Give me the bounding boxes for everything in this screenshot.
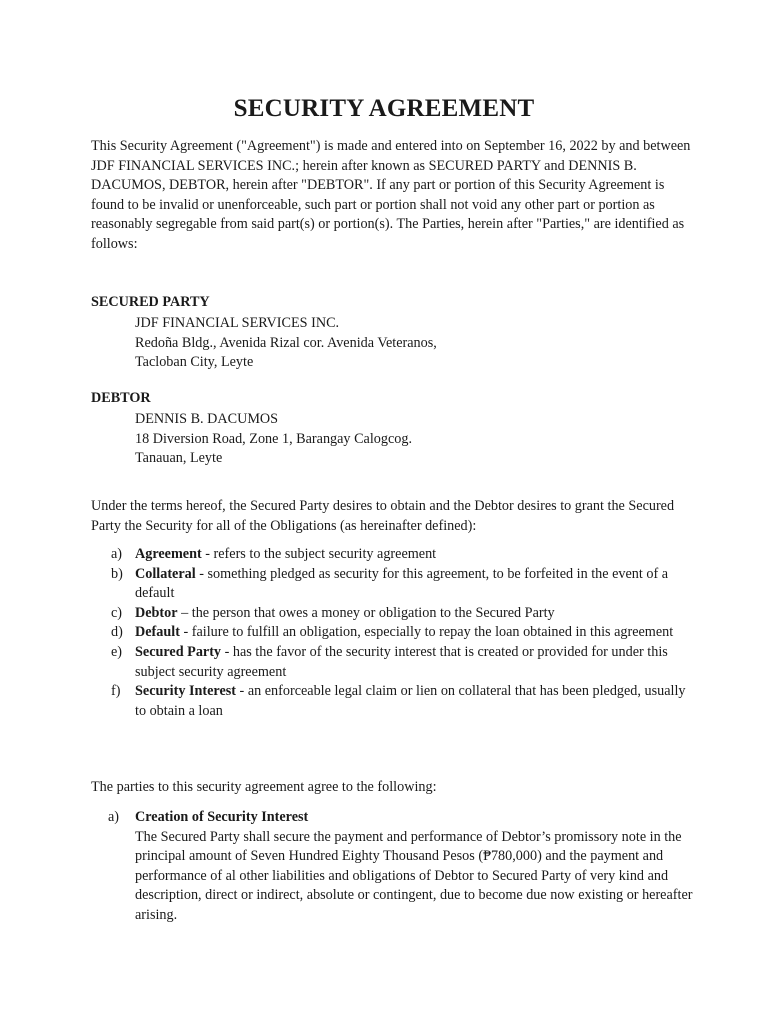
definition-text: [135, 643, 696, 682]
definition-text: [135, 604, 696, 624]
definition-item: [111, 604, 696, 624]
agreement-intro-paragraph: The parties to this security agreement agree to the following:: [91, 779, 437, 795]
definition-term: Debtor: [135, 604, 178, 621]
definition-text: [135, 682, 696, 721]
terms-intro-paragraph: Under the terms hereof, the Secured Party desires to obtain and the Debtor desires to grant the Secured Party the Security for all of the Obligations (as hereinafter defined):: [91, 498, 675, 534]
definition-item: [111, 643, 696, 682]
definition-term: Collateral: [135, 565, 196, 582]
definition-marker: e): [111, 643, 123, 660]
debtor-name: DENNIS B. DACUMOS: [135, 411, 279, 427]
definition-description: - something pledged as security for this agreement, to be forfeited in the event of a default: [135, 565, 669, 602]
definition-item: [111, 545, 696, 565]
intro-paragraph: This Security Agreement ("Agreement") is made and entered into on September 16, 2022 by and between JDF FINANCIAL SERVICES INC.; herein after known as SECURED PARTY and DENNIS B. DACUMOS, DEBTOR, herein after "DEBTOR". If any part or portion of this Security Agreement is found to be invalid or unenforceable, such part or portion shall not void any other part or portion as reasonably segregable from said part(s) or portion(s). The Parties, herein after "Parties," are identified as follows:: [91, 138, 691, 252]
definition-term: Security Interest: [135, 683, 236, 700]
definition-description: – the person that owes a money or obligation to the Secured Party: [177, 604, 555, 621]
definition-text: [135, 565, 696, 604]
definition-description: - failure to fulfill an obligation, especially to repay the loan obtained in this agreement: [179, 624, 674, 641]
definition-text: [135, 623, 696, 643]
definition-text: [135, 545, 696, 565]
definition-description: - an enforceable legal claim or lien on collateral that has been pledged, usually to obtain a loan: [135, 683, 686, 719]
definition-marker: b): [111, 565, 123, 582]
definition-marker: d): [111, 624, 123, 641]
definition-marker: c): [111, 604, 123, 621]
definition-description: - has the favor of the security interest that is created or provided for under this subject security agreement: [135, 643, 668, 680]
secured-party-address-line-2: Tacloban City, Leyte: [135, 354, 254, 371]
section-body: The Secured Party shall secure the payment and performance of Debtor’s promissory note in the principal amount of Seven Hundred Eighty Thousand Pesos (₱780,000) and the payment and performance of al other liabilities and obligations of Debtor to Secured Party of very kind and description, direct or indirect, absolute or contingent, due to become due now existing or hereafter arising.: [135, 828, 693, 923]
section-heading: [108, 808, 698, 828]
section-title: Creation of Security Interest: [135, 809, 309, 825]
definition-marker: a): [111, 546, 123, 562]
definition-item: [111, 565, 696, 604]
document-title: SECURITY AGREEMENT: [233, 95, 535, 122]
definition-term: Secured Party: [135, 643, 222, 660]
definition-marker: f): [111, 683, 121, 700]
debtor-address-line-2: Tanauan, Leyte: [135, 450, 223, 467]
section-creation-of-security-interest: [108, 808, 698, 926]
debtor-block: [135, 410, 412, 469]
secured-party-name: JDF FINANCIAL SERVICES INC.: [135, 315, 340, 331]
definitions-list: [111, 545, 696, 721]
secured-party-address-line-1: Redoña Bldg., Avenida Rizal cor. Avenida Veteranos,: [135, 334, 437, 351]
secured-party-heading: SECURED PARTY: [91, 294, 210, 310]
definition-item: [111, 623, 696, 643]
debtor-address-line-1: 18 Diversion Road, Zone 1, Barangay Calogcog.: [135, 430, 412, 447]
definition-description: - refers to the subject security agreement: [201, 546, 437, 562]
definition-item: [111, 682, 696, 721]
definition-term: Default: [135, 624, 180, 641]
secured-party-block: [135, 314, 437, 373]
section-marker: a): [108, 809, 120, 825]
debtor-heading: DEBTOR: [91, 390, 151, 406]
definition-term: Agreement: [135, 546, 202, 562]
